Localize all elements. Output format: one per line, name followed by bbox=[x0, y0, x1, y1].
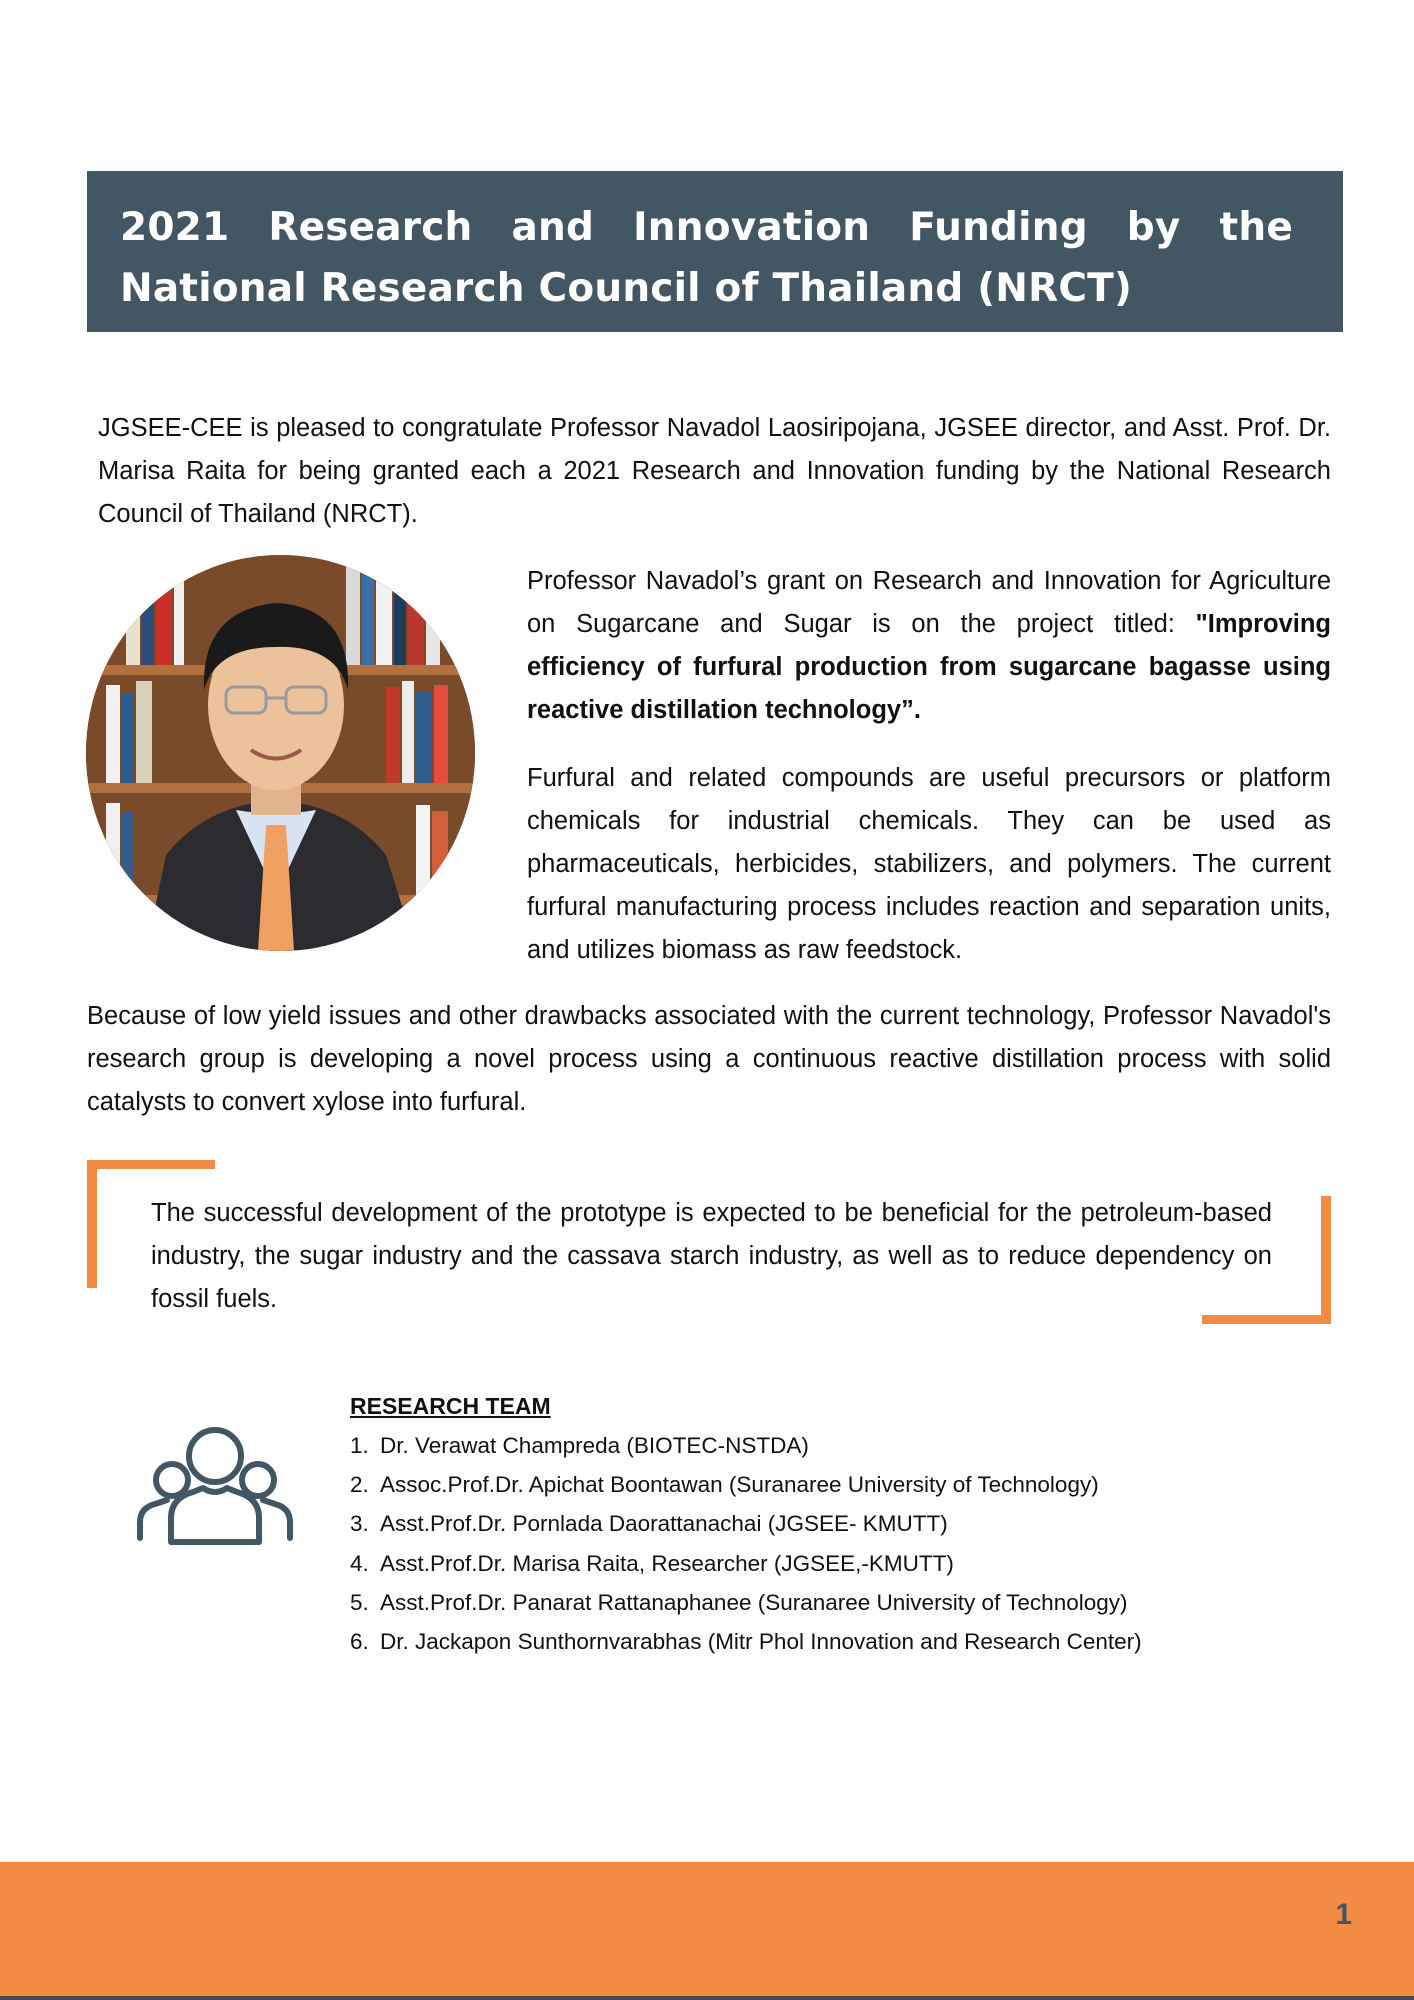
portrait-photo bbox=[86, 555, 475, 951]
grant-lead: Professor Navadol’s grant on Research and Innovation for Agriculture on Sugarcane and Sugar is on the project titled: bbox=[527, 567, 1331, 638]
title-banner bbox=[87, 171, 1343, 332]
list-item: 3. Asst.Prof.Dr. Pornlada Daorattanachai (JGSEE- KMUTT) bbox=[350, 1511, 948, 1537]
list-item: 5. Asst.Prof.Dr. Panarat Rattanaphanee (Suranaree University of Technology) bbox=[350, 1589, 1128, 1615]
footer-band bbox=[0, 1862, 1414, 2000]
group-people-icon bbox=[135, 1418, 295, 1548]
list-item: 4. Asst.Prof.Dr. Marisa Raita, Researcher (JGSEE,-KMUTT) bbox=[350, 1550, 954, 1576]
list-item: 1. Dr. Verawat Champreda (BIOTEC-NSTDA) bbox=[350, 1433, 809, 1458]
process-paragraph: Because of low yield issues and other drawbacks associated with the current technology, Professor Navadol's research group is developing a novel process using a continuous reactive distillation process with solid catalysts to convert xylose into furfural. bbox=[87, 1002, 1331, 1116]
quote-bracket-bottom-right-vertical bbox=[1321, 1196, 1331, 1324]
research-team-title: RESEARCH TEAM bbox=[350, 1393, 551, 1419]
page-number: 1 bbox=[1335, 1898, 1352, 1931]
quote-text: The successful development of the prototype is expected to be beneficial for the petroleum-based industry, the sugar industry and the cassava starch industry, as well as to reduce dependency on fossil fuels. bbox=[151, 1199, 1272, 1313]
page-title: 2021 Research and Innovation Funding by the National Research Council of Thailand (NRCT) bbox=[120, 205, 1293, 311]
list-item: 2. Assoc.Prof.Dr. Apichat Boontawan (Suranaree University of Technology) bbox=[350, 1472, 1099, 1498]
grant-paragraph bbox=[527, 560, 1331, 732]
list-item: 6. Dr. Jackapon Sunthornvarabhas (Mitr Phol Innovation and Research Center) bbox=[350, 1629, 1142, 1655]
footer-bottom-edge bbox=[0, 1996, 1414, 2000]
quote-bracket-top-left-horizontal bbox=[87, 1160, 215, 1169]
quote-bracket-top-left-vertical bbox=[87, 1160, 97, 1288]
furfural-paragraph: Furfural and related compounds are useful precursors or platform chemicals for industrial chemicals. They can be used as pharmaceuticals, herbicides, stabilizers, and polymers. The current furfural manufacturing process includes reaction and separation units, and utilizes biomass as raw feedstock. bbox=[527, 764, 1331, 964]
intro-paragraph: JGSEE-CEE is pleased to congratulate Professor Navadol Laosiripojana, JGSEE director, and Asst. Prof. Dr. Marisa Raita for being granted each a 2021 Research and Innovation funding by the National Research Council of Thailand (NRCT). bbox=[98, 414, 1331, 528]
project-title: "Improving efficiency of furfural production from sugarcane bagasse using reactive distillation technology”. bbox=[527, 610, 1332, 724]
research-team-list bbox=[350, 1426, 1142, 1661]
